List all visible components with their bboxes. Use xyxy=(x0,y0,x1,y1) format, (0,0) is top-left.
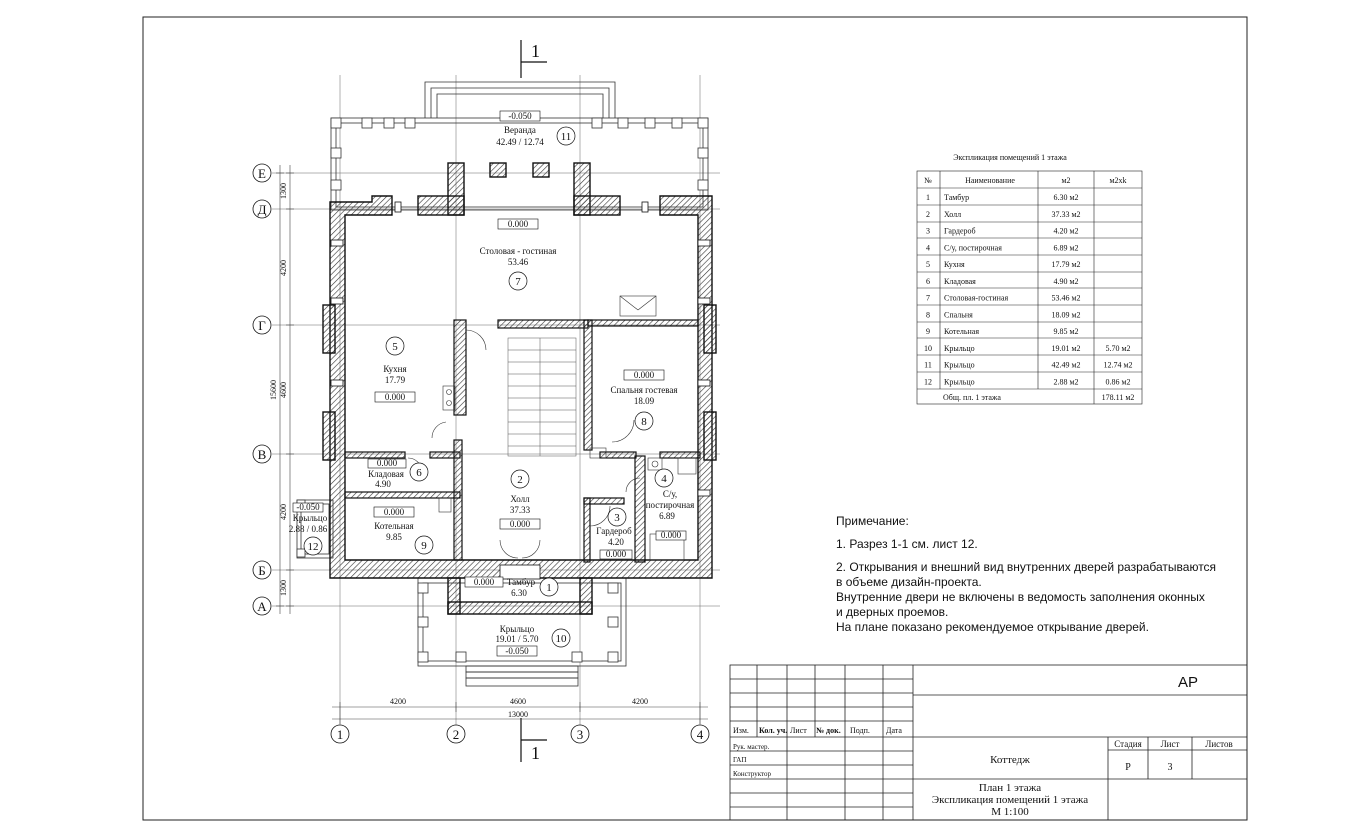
explication-header: м2xk xyxy=(1109,176,1127,185)
explication-cell: 11 xyxy=(924,360,932,370)
axis-A: А xyxy=(257,599,267,614)
room-name: С/у, xyxy=(662,489,678,499)
explication-cell: 5.70 м2 xyxy=(1105,343,1131,353)
explication-cell: 4 xyxy=(926,243,930,253)
tb-drawing-title-1: План 1 этажа xyxy=(978,782,1042,794)
hdim-total: 13000 xyxy=(508,710,528,719)
explication-header: м2 xyxy=(1061,176,1071,185)
tb-header-podp: Подп. xyxy=(850,726,870,735)
explication-cell: 4.20 м2 xyxy=(1053,226,1079,236)
notes-line: 2. Открывания и внешний вид внутренних дверей разрабатываются xyxy=(836,560,1217,574)
axis-1: 1 xyxy=(336,727,344,742)
notes-line: На плане показано рекомендуемое открывание дверей. xyxy=(836,620,1149,634)
axis-G: Г xyxy=(258,318,266,333)
tb-sheet-label: Лист xyxy=(1160,739,1180,749)
vdim-4: 1300 xyxy=(279,580,288,596)
room-number: 5 xyxy=(392,341,398,353)
room-area: 19.01 / 5.70 xyxy=(495,634,539,644)
explication-cell: Гардероб xyxy=(944,226,976,236)
tb-role-2: ГАП xyxy=(733,756,747,764)
explication-cell: Крыльцо xyxy=(944,377,975,387)
room-name: Тамбур xyxy=(506,577,536,587)
room-number: 2 xyxy=(517,474,523,486)
room-level: 0.000 xyxy=(507,219,529,229)
explication-cell: 7 xyxy=(926,293,930,303)
explication-cell: 5 xyxy=(926,260,930,269)
explication-cell: 2 xyxy=(926,209,930,219)
room-level: 0.000 xyxy=(660,530,682,540)
room-name: Спальня гостевая xyxy=(610,385,678,395)
explication-cell: Кладовая xyxy=(944,276,976,286)
explication-cell: 9 xyxy=(926,327,930,336)
tb-drawing-title-2: Экспликация помещений 1 этажа xyxy=(931,794,1089,806)
room-number: 3 xyxy=(614,512,620,524)
room-level: 0.000 xyxy=(384,392,406,402)
room-area: 42.49 / 12.74 xyxy=(496,137,544,147)
room-level: -0.050 xyxy=(296,502,320,512)
explication-cell: Крыльцо xyxy=(944,360,975,370)
explication-cell: 17.79 м2 xyxy=(1051,260,1081,269)
room-level: 0.000 xyxy=(509,519,531,529)
axis-D: Д xyxy=(257,202,267,217)
room-name: Столовая - гостиная xyxy=(479,246,557,256)
room-number: 12 xyxy=(307,541,319,553)
hdim-3: 4200 xyxy=(632,697,648,706)
room-name: Кухня xyxy=(383,364,407,374)
room-level: -0.050 xyxy=(505,646,529,656)
axis-E: Е xyxy=(258,166,266,181)
room-name: Холл xyxy=(510,494,530,504)
room-level: 0.000 xyxy=(383,507,405,517)
tb-stage: Р xyxy=(1125,762,1131,773)
explication-cell: Крыльцо xyxy=(944,343,975,353)
room-number: 6 xyxy=(416,467,422,479)
explication-cell: С/у, постирочная xyxy=(944,243,1002,253)
tb-role-3: Конструктор xyxy=(733,770,772,778)
explication-cell: 3 xyxy=(926,226,930,236)
explication-total-label: Общ. пл. 1 этажа xyxy=(943,393,1001,402)
axis-4: 4 xyxy=(696,727,704,742)
explication-cell: 18.09 м2 xyxy=(1051,310,1081,320)
explication-cell: 12 xyxy=(924,377,932,387)
room-area: 37.33 xyxy=(509,505,531,515)
room-name: Гардероб xyxy=(596,526,632,536)
axis-2: 2 xyxy=(452,727,460,742)
room-name: Котельная xyxy=(374,521,414,531)
section-label-bottom: 1 xyxy=(531,743,540,763)
explication-cell: Холл xyxy=(944,209,962,219)
explication-cell: 2.88 м2 xyxy=(1053,377,1079,387)
room-number: 9 xyxy=(421,540,427,552)
explication-header: Наименование xyxy=(965,176,1015,185)
explication-cell: Тамбур xyxy=(944,193,970,202)
room-area: 18.09 xyxy=(633,396,655,406)
notes-line: Внутренние двери не включены в ведомость заполнения оконных xyxy=(836,590,1205,604)
tb-role-1: Рук. мастер. xyxy=(733,743,770,751)
room-name: Веранда xyxy=(504,125,536,135)
room-name: Кладовая xyxy=(368,469,404,479)
vdim-1: 1300 xyxy=(279,183,288,199)
room-number: 10 xyxy=(555,633,567,645)
notes-title: Примечание: xyxy=(836,514,909,528)
axis-V: В xyxy=(257,447,267,462)
room-area: 4.20 xyxy=(608,537,624,547)
room-level: 0.000 xyxy=(473,577,495,587)
explication-cell: 37.33 м2 xyxy=(1051,209,1081,219)
stair xyxy=(508,338,576,456)
notes-line: и дверных проемов. xyxy=(836,605,949,619)
tb-header-kol: Кол. уч. xyxy=(759,726,788,735)
explication-cell: 6.30 м2 xyxy=(1053,193,1079,202)
room-number: 11 xyxy=(560,131,572,143)
tb-drawing-title-3: М 1:100 xyxy=(991,806,1029,818)
explication-total-value: 178.11 м2 xyxy=(1101,393,1135,402)
axis-B: Б xyxy=(258,563,266,578)
explication-cell: Котельная xyxy=(944,327,980,336)
explication-cell: 6 xyxy=(926,276,930,286)
explication-cell: 9.85 м2 xyxy=(1053,327,1079,336)
vdim-3: 4600 xyxy=(279,382,288,398)
sheet-frame xyxy=(143,17,1247,820)
explication-cell: Столовая-гостиная xyxy=(944,293,1009,303)
explication-cell: 19.01 м2 xyxy=(1051,343,1081,353)
explication-cell: 6.89 м2 xyxy=(1053,243,1079,253)
tb-header-date: Дата xyxy=(886,726,902,735)
explication-cell: 8 xyxy=(926,310,930,320)
vdim-2: 4200 xyxy=(279,260,288,276)
explication-cell: 0.86 м2 xyxy=(1105,377,1131,387)
notes-block xyxy=(836,514,1256,635)
room-area: 53.46 xyxy=(507,257,529,267)
ldim-1: 4200 xyxy=(279,504,288,520)
room-number: 8 xyxy=(641,416,647,428)
room-area: 6.89 xyxy=(659,511,675,521)
room-number: 7 xyxy=(515,276,521,288)
notes-line: в объеме дизайн-проекта. xyxy=(836,575,982,589)
room-number: 1 xyxy=(546,582,552,594)
hdim-2: 4600 xyxy=(510,697,526,706)
explication-cell: Кухня xyxy=(944,260,965,269)
explication-cell: 42.49 м2 xyxy=(1051,360,1081,370)
room-name: Крыльцо xyxy=(292,513,328,523)
tb-header-izm: Изм. xyxy=(733,726,749,735)
vdim-total: 15600 xyxy=(269,380,278,400)
explication-cell: 4.90 м2 xyxy=(1053,276,1079,286)
fixtures xyxy=(439,296,696,560)
explication-cell: 1 xyxy=(926,193,930,202)
room-area: 2.88 / 0.86 xyxy=(288,524,328,534)
room-level: 0.000 xyxy=(605,549,627,559)
explication-cell: Спальня xyxy=(944,310,973,320)
room-level: 0.000 xyxy=(633,370,655,380)
tb-sheets-label: Листов xyxy=(1205,739,1233,749)
tb-stage-label: Стадия xyxy=(1114,739,1142,749)
notes-item-1: 1. Разрез 1-1 см. лист 12. xyxy=(836,537,978,551)
explication-header: № xyxy=(924,176,932,185)
room-area: 9.85 xyxy=(386,532,402,542)
hdim-1: 4200 xyxy=(390,697,406,706)
explication-title: Экспликация помещений 1 этажа xyxy=(953,153,1067,162)
room-area: 4.90 xyxy=(375,479,391,489)
tb-header-list: Лист xyxy=(790,726,807,735)
tb-sheet: 3 xyxy=(1167,762,1173,773)
room-level: -0.050 xyxy=(508,111,532,121)
tb-code: АР xyxy=(1177,674,1199,691)
explication-cell: 53.46 м2 xyxy=(1051,293,1081,303)
tb-project: Коттедж xyxy=(990,754,1030,766)
room-name-2: постирочная xyxy=(645,500,695,510)
room-name: Крыльцо xyxy=(499,624,535,634)
tb-header-doc: № док. xyxy=(816,726,841,735)
room-level: 0.000 xyxy=(376,458,398,468)
room-area: 6.30 xyxy=(511,588,527,598)
room-area: 17.79 xyxy=(384,375,406,385)
axis-3: 3 xyxy=(576,727,584,742)
explication-cell: 12.74 м2 xyxy=(1103,360,1133,370)
explication-cell: 10 xyxy=(924,343,932,353)
room-number: 4 xyxy=(661,473,667,485)
section-label-top: 1 xyxy=(531,41,540,61)
